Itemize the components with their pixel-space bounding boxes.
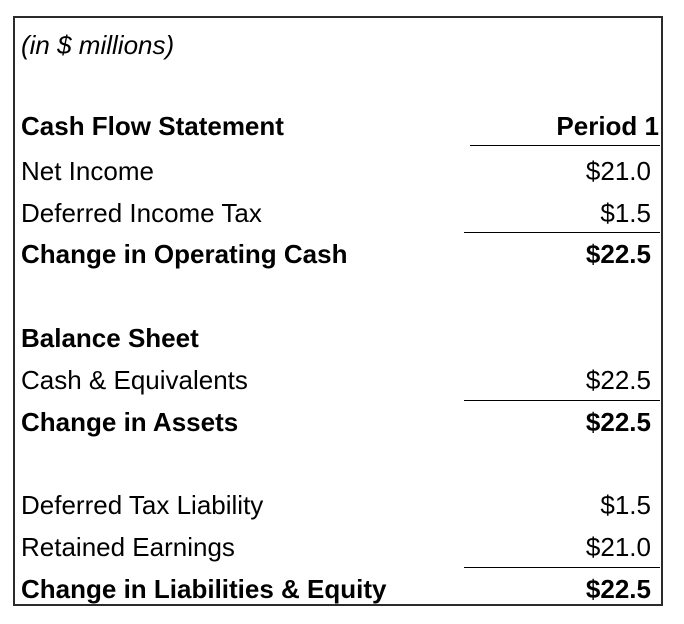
row-label: Deferred Tax Liability (21, 490, 264, 520)
row-value: $21.0 (585, 532, 651, 562)
table-row (21, 527, 651, 567)
row-value: $1.5 (600, 490, 651, 520)
row-label: Deferred Income Tax (21, 198, 262, 228)
balance-sheet-header-row (21, 318, 651, 358)
row-label: Retained Earnings (21, 532, 235, 562)
table-row (21, 151, 651, 191)
cash-flow-title: Cash Flow Statement (21, 111, 284, 141)
total-row (21, 569, 651, 609)
total-label: Change in Liabilities & Equity (21, 574, 387, 604)
total-row (21, 402, 651, 442)
period-header: Period 1 (556, 111, 659, 141)
row-value: $1.5 (600, 198, 651, 228)
financial-table (13, 16, 663, 606)
row-label: Cash & Equivalents (21, 365, 248, 395)
balance-sheet-title: Balance Sheet (21, 323, 199, 353)
subtotal-rule (464, 400, 660, 401)
row-value: $21.0 (585, 156, 651, 186)
row-value: $22.5 (585, 365, 651, 395)
table-row (21, 485, 651, 525)
row-label: Net Income (21, 156, 154, 186)
units-note: (in $ millions) (21, 30, 175, 60)
total-label: Change in Assets (21, 407, 239, 437)
table-row (21, 193, 651, 233)
units-row (21, 25, 651, 65)
total-value: $22.5 (585, 407, 651, 437)
total-value: $22.5 (585, 574, 651, 604)
total-label: Change in Operating Cash (21, 239, 348, 269)
total-value: $22.5 (585, 239, 651, 269)
total-row (21, 234, 651, 274)
cash-flow-header-row (21, 106, 659, 146)
table-row (21, 360, 651, 400)
subtotal-rule (464, 567, 660, 568)
subtotal-rule (464, 232, 660, 233)
period-header-underline (470, 145, 660, 146)
